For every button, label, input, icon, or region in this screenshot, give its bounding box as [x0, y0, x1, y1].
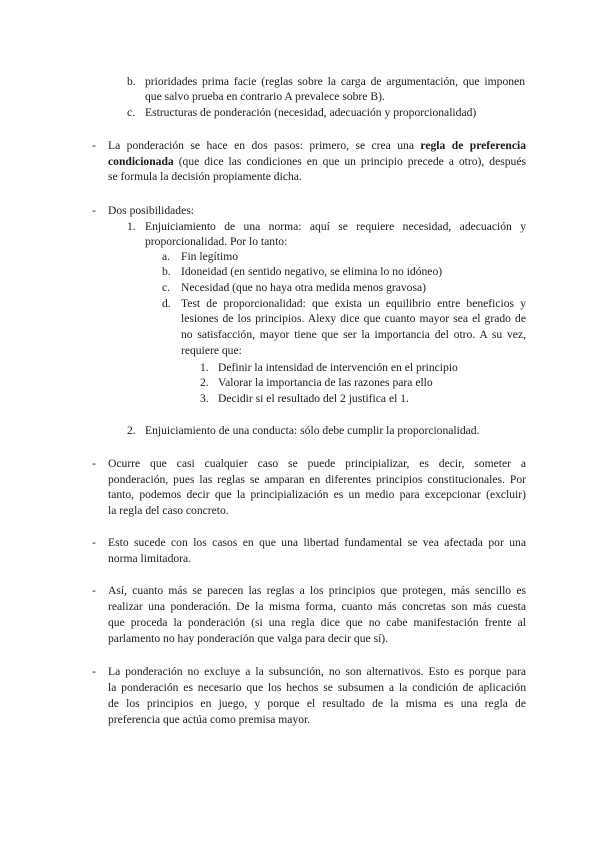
- text-line: preferencia que actúa como premisa mayor.: [108, 713, 311, 726]
- text-line: realizar una ponderación. De la misma forma, cuanto más concretas son más cuesta: [108, 600, 526, 613]
- text-run: La ponderación se hace en dos pasos: primero, se crea una: [108, 139, 421, 152]
- text-line: prioridades prima facie (reglas sobre la carga de argumentación, que imponen: [145, 75, 525, 88]
- text-run: (que dice las condiciones en que un principio precede a otro), después: [173, 155, 526, 168]
- bold-term: regla de preferencia: [420, 139, 526, 152]
- text-line: Decidir si el resultado del 2 justifica el 1.: [218, 392, 409, 405]
- list-marker: a.: [162, 250, 171, 263]
- bullet-marker: -: [92, 584, 96, 597]
- text-line: Test de proporcionalidad: que exista un equilibrio entre beneficios y: [181, 297, 526, 310]
- text-line: La ponderación no excluye a la subsunción, no son alternativos. Esto es porque para: [108, 665, 526, 678]
- bullet-marker: -: [92, 139, 96, 152]
- bullet-marker: -: [92, 665, 96, 678]
- list-marker: 3.: [200, 392, 209, 405]
- text-line: no satisfacción, mayor tiene que ser la importancia del otro. A su vez,: [181, 328, 526, 341]
- text-line: Fin legítimo: [181, 250, 239, 263]
- text-line: de los principios en juego, y porque el resultado de la misma es una regla de: [108, 697, 526, 710]
- text-line: Así, cuanto más se parecen las reglas a los principios que protegen, más sencillo es: [108, 584, 526, 597]
- text-line: Necesidad (que no haya otra medida menos gravosa): [181, 281, 426, 294]
- text-line: Valorar la importancia de las razones para ello: [218, 376, 433, 389]
- bullet-marker: -: [92, 457, 96, 470]
- list-marker: b.: [162, 265, 171, 278]
- text-line: la ponderación es necesario que los hechos se subsumen a la condición de aplicación: [108, 681, 526, 694]
- text-line: requiere que:: [181, 344, 242, 357]
- text-line: Ocurre que casi cualquier caso se puede principializar, es decir, someter a: [108, 457, 526, 470]
- list-marker: c.: [127, 106, 136, 119]
- section-title: Dos posibilidades:: [108, 204, 194, 217]
- text-line: proporcionalidad. Por lo tanto:: [145, 235, 288, 248]
- text-line: tanto, podemos decir que la principialización es un medio para excepcionar (excluir): [108, 488, 526, 501]
- bold-term: condicionada: [108, 155, 174, 168]
- text-line: Estructuras de ponderación (necesidad, adecuación y proporcionalidad): [145, 106, 477, 119]
- list-marker: d.: [162, 297, 171, 310]
- text-line: ponderación, pues las reglas se amparan en diferentes principios constitucionales. Por: [108, 473, 526, 486]
- text-line: Esto sucede con los casos en que una libertad fundamental se vea afectada por una: [108, 536, 526, 549]
- text-line: Enjuiciamiento de una conducta: sólo debe cumplir la proporcionalidad.: [145, 424, 480, 437]
- list-marker: 2.: [200, 376, 209, 389]
- text-line: Definir la intensidad de intervención en el principio: [218, 361, 458, 374]
- text-line: parlamento no hay ponderación que valga para decir que sí).: [108, 632, 389, 645]
- list-marker: 2.: [127, 424, 136, 437]
- text-line: que salvo prueba en contrario A prevalece sobre B).: [145, 90, 385, 103]
- text-line: [108, 139, 526, 152]
- bullet-marker: -: [92, 536, 96, 549]
- text-line: que proceda la ponderación (si una regla dice que no cabe manifestación frente al: [108, 616, 526, 629]
- text-line: [108, 155, 526, 168]
- list-marker: c.: [162, 281, 171, 294]
- list-marker: b.: [127, 75, 136, 88]
- text-line: lesiones de los principios. Alexy dice que cuanto mayor sea el grado de: [181, 312, 526, 325]
- list-marker: 1.: [127, 220, 136, 233]
- text-line: Enjuiciamiento de una norma: aquí se requiere necesidad, adecuación y: [145, 220, 526, 233]
- text-line: norma limitadora.: [108, 552, 192, 565]
- text-line: la regla del caso concreto.: [108, 504, 229, 517]
- text-line: Idoneidad (en sentido negativo, se elimina lo no idóneo): [181, 265, 443, 278]
- bullet-marker: -: [92, 204, 96, 217]
- text-line: se formula la decisión propiamente dicha.: [108, 170, 302, 183]
- list-marker: 1.: [200, 361, 209, 374]
